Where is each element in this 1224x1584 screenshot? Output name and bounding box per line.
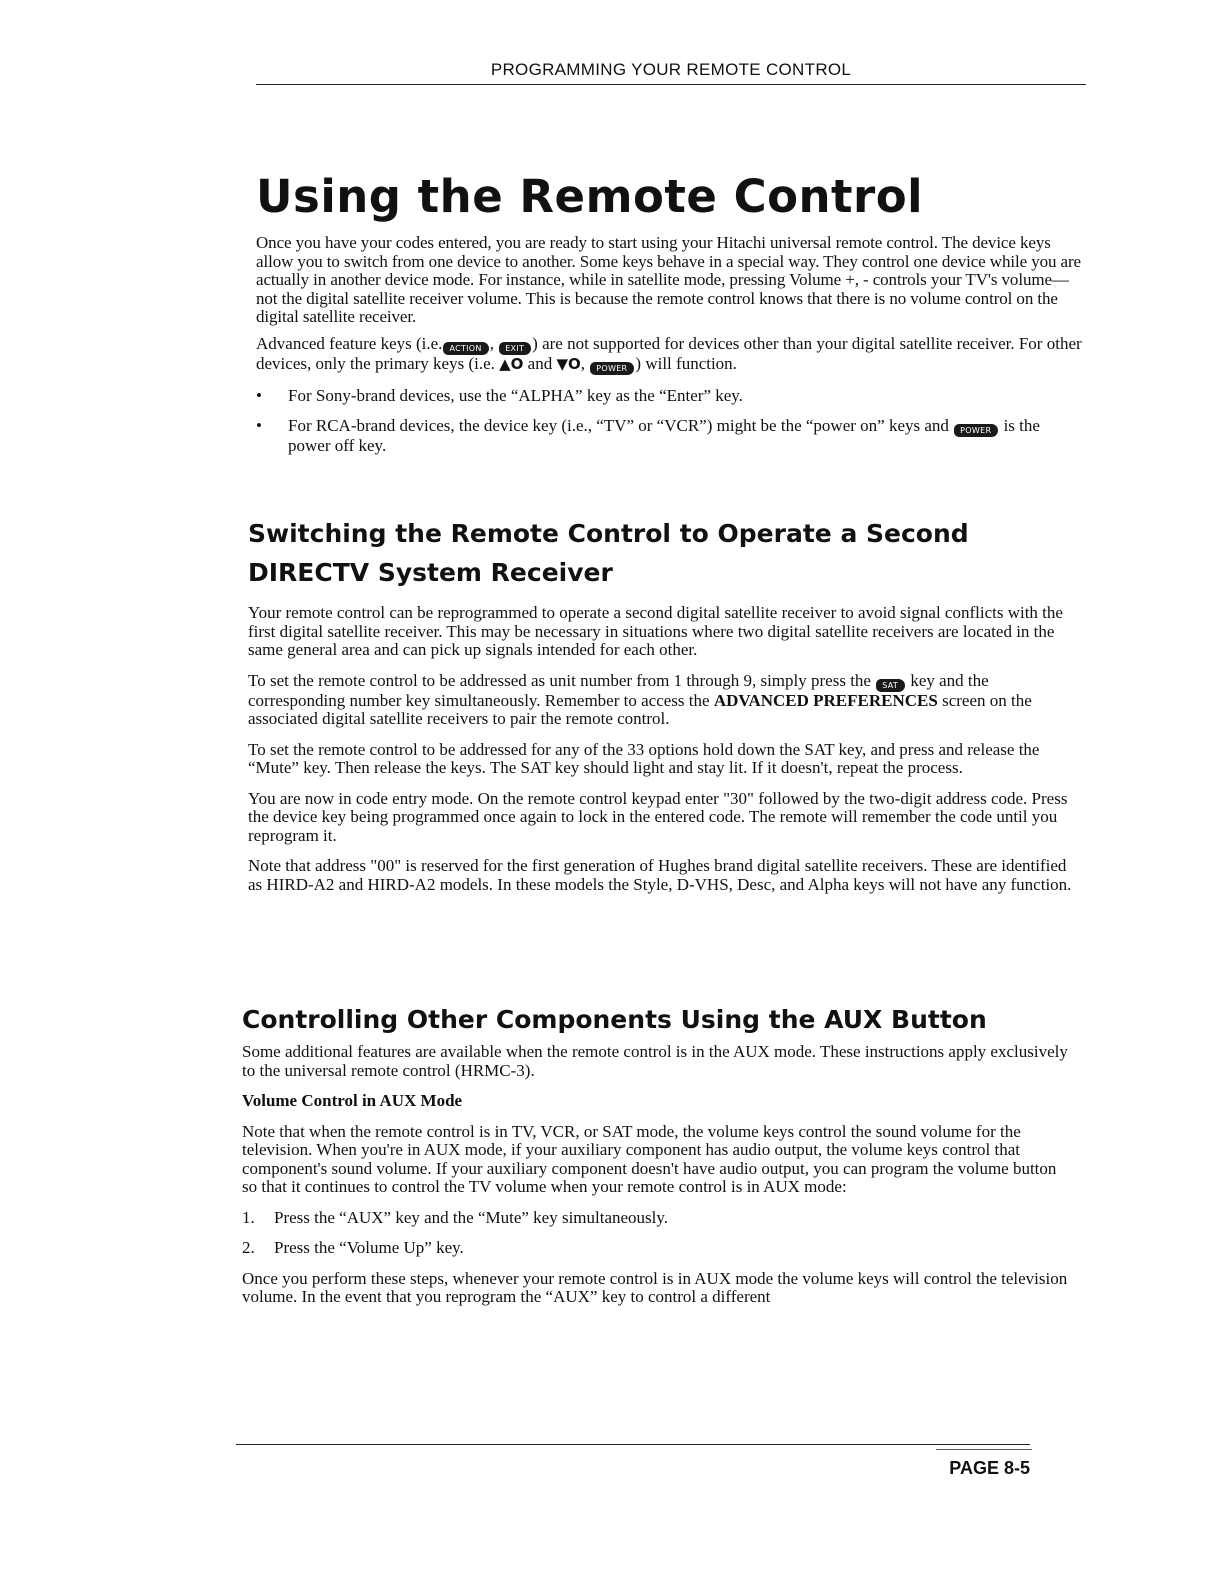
intro-section [256,234,1086,456]
advanced-preferences-label: ADVANCED PREFERENCES [713,690,938,710]
second-receiver-paragraph-3: To set the remote control to be addressed for any of the 33 options hold down the SAT key, and press and release the “Mute” key. Then release the keys. The SAT key should light and stay lit. If it doesn't, repeat the process. [248,739,1040,777]
step-number: 1. [242,1207,255,1227]
exit-key-icon: EXIT [499,342,531,355]
p2-text-a: Advanced feature keys (i.e. [256,333,443,353]
step-text: Press the “AUX” key and the “Mute” key simultaneously. [274,1207,669,1227]
power-key-icon: POWER [590,362,634,375]
aux-paragraph-3: Once you perform these steps, whenever your remote control is in AUX mode the volume keys will control the television volume. In the event that you reprogram the “AUX” key to control a different [242,1268,1068,1306]
volume-up-key-icon: ▲O [499,354,524,373]
bullet-rca [256,417,1086,456]
s2p2-text-a: To set the remote control to be addressed as unit number from 1 through 9, simply press the [248,670,871,690]
aux-section [242,1000,1072,1307]
footer-rule [236,1444,1030,1445]
intro-paragraph-2: Advanced feature keys (i.e. ACTION , EXIT ) are not supported for devices other than your digital satellite receiver. For other devices, only the primary keys (i.e. ▲O and ▼O, POWER ) will function. [256,333,1082,373]
bullet-dot: • [256,416,262,435]
page-number: PAGE 8-5 [949,1458,1030,1478]
p2-text-c: ) will function. [635,353,737,373]
s2p2-text-c: screen on the associated digital satellite receivers to pair the remote control. [248,690,1032,728]
subheading-volume-aux: Volume Control in AUX Mode [242,1091,463,1110]
action-key-icon: ACTION [443,342,488,355]
footer-rule-short [936,1449,1032,1450]
second-receiver-paragraph-1: Your remote control can be reprogrammed to operate a second digital satellite receiver to avoid signal conflicts with the first digital satellite receiver. This may be necessary in situations where two digital satellite receivers are located in the same general area and can pick up signals intended for each other. [248,603,1063,659]
sat-key-icon: SAT [876,679,905,692]
page-title: Using the Remote Control [256,170,924,223]
step-2 [242,1239,1072,1258]
step-1 [242,1209,1072,1228]
power-key-icon: POWER [954,424,998,437]
bullet-dot: • [256,385,262,405]
aux-paragraph-2: Note that when the remote control is in TV, VCR, or SAT mode, the volume keys control the sound volume for the television. When you're in AUX mode, if your auxiliary component has audio output, the volume keys control that component's sound volume. If your auxiliary component doesn't have audio output, you can program the volume button so that it continues to control the TV volume when your remote control is in AUX mode: [242,1121,1057,1196]
section-heading-second-receiver: Switching the Remote Control to Operate a Second DIRECTV System Receiver [248,519,969,587]
second-receiver-paragraph-4: You are now in code entry mode. On the remote control keypad enter "30" followed by the two-digit address code. Press the device key being programmed once again to lock in the entered code. The remote will remember the code until you reprogram it. [248,788,1068,845]
section-heading-aux: Controlling Other Components Using the AUX Button [242,1005,987,1034]
header-rule [256,84,1086,85]
p2-and: and [527,353,553,373]
aux-paragraph-1: Some additional features are available when the remote control is in the AUX mode. These instructions apply exclusively to the universal remote control (HRMC-3). [242,1042,1068,1080]
bullet-sony [256,387,1086,406]
step-number: 2. [242,1238,255,1257]
second-receiver-section [248,514,1078,894]
p2-text-b: ) are not supported for devices other than your digital satellite receiver. For other devices, only the primary keys (i.e. [256,333,1082,373]
second-receiver-paragraph-2 [248,672,1078,729]
running-header: PROGRAMMING YOUR REMOTE CONTROL [490,60,852,79]
volume-down-key-icon: ▼O [556,354,581,373]
intro-paragraph-1: Once you have your codes entered, you are ready to start using your Hitachi universal remote control. The device keys allow you to switch from one device to another. Some keys behave in a special way. They control one device while you are actually in another device mode. For instance, while in satellite mode, pressing Volume +, - controls your TV's volume—not the digital satellite receiver volume. This is because the remote control knows that there is no volume control on the digital satellite receiver. [256,233,1081,326]
bullet-sony-text: For Sony-brand devices, use the “ALPHA” key as the “Enter” key. [288,385,743,405]
bullet-rca-text-a: For RCA-brand devices, the device key (i.e., “TV” or “VCR”) might be the “power on” keys and [288,416,949,435]
second-receiver-paragraph-5: Note that address "00" is reserved for the first generation of Hughes brand digital satellite receivers. These are identified as HIRD-A2 and HIRD-A2 models. In these models the Style, D-VHS, Desc, and Alpha keys will not have any function. [248,856,1072,894]
step-text: Press the “Volume Up” key. [274,1238,464,1257]
bullet-rca-text-b: is the power off key. [288,416,1040,455]
s2p2-text-b: key and the corresponding number key simultaneously. Remember to access the [248,670,989,710]
